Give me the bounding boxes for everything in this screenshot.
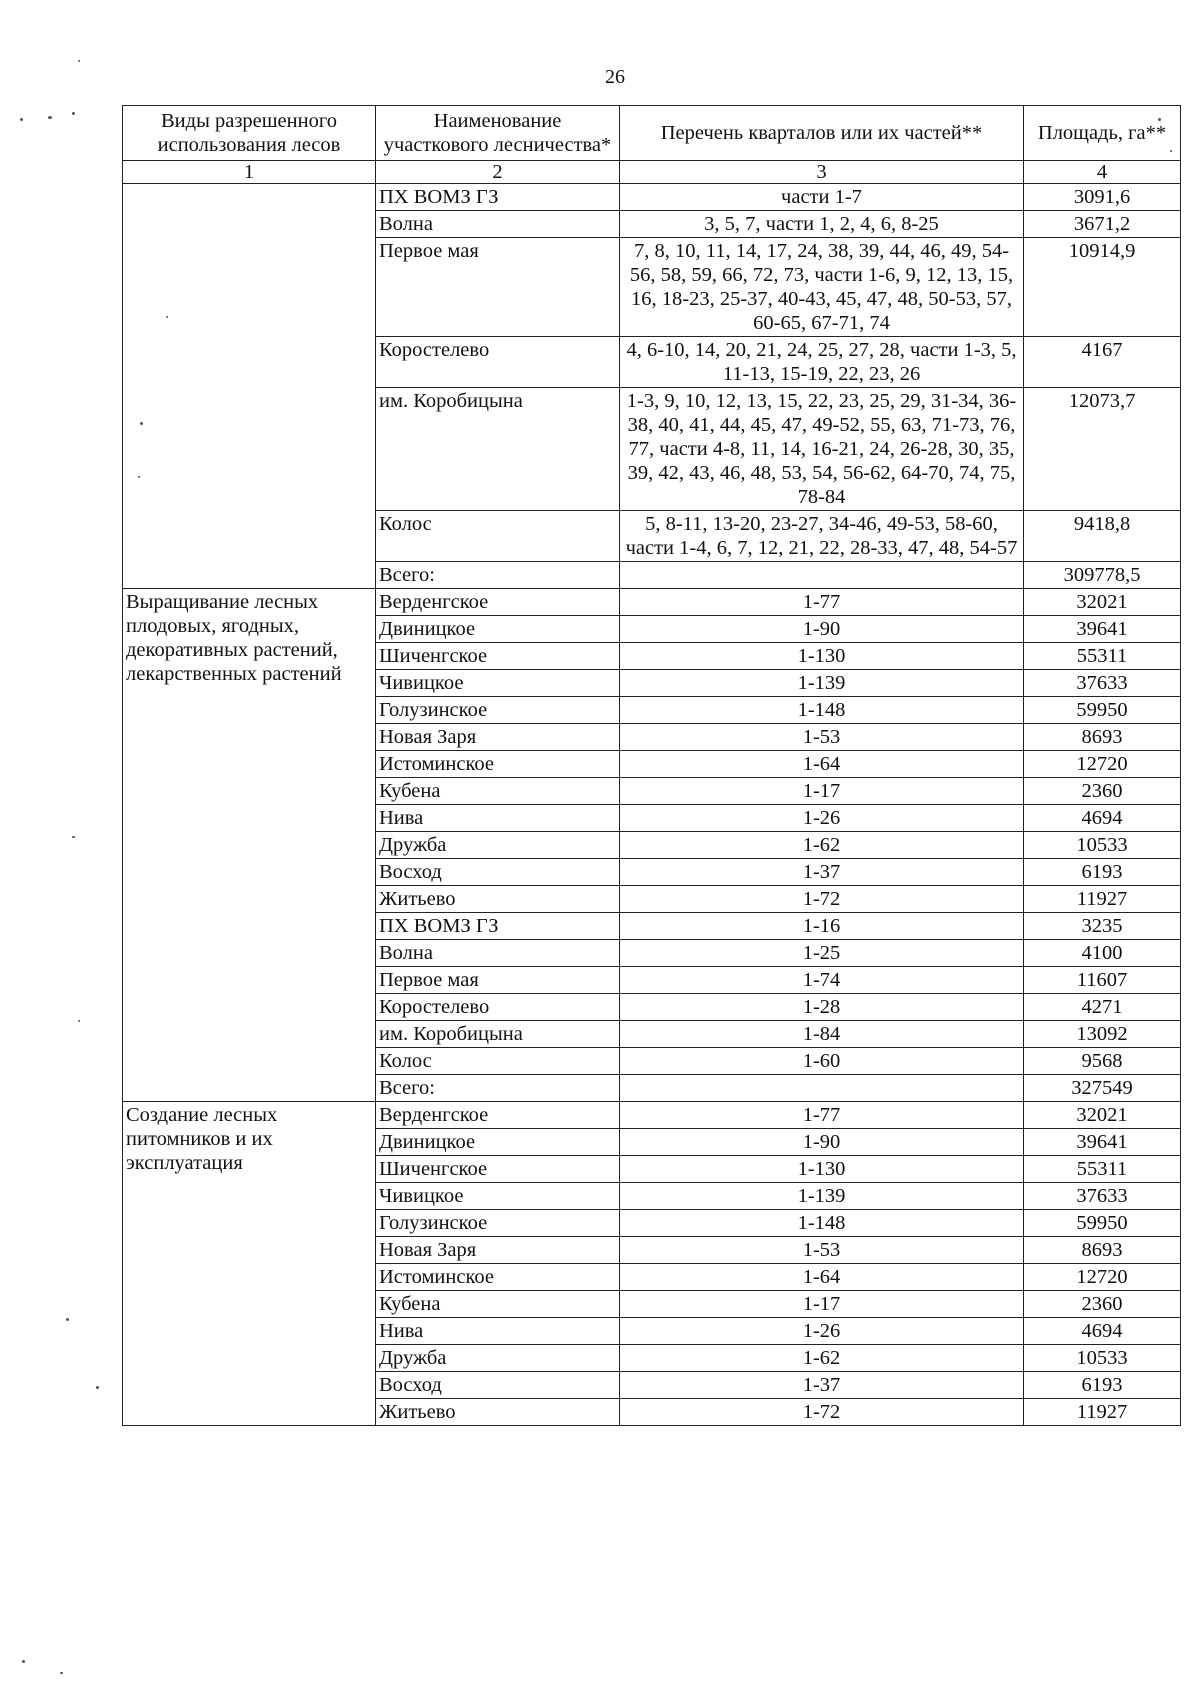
quarters-cell: 1-72	[620, 1399, 1024, 1426]
quarters-cell: 4, 6-10, 14, 20, 21, 24, 25, 27, 28, части 1-3, 5, 11-13, 15-19, 22, 23, 26	[620, 337, 1024, 388]
quarters-cell: 1-139	[620, 1183, 1024, 1210]
forestry-name-cell: Дружба	[376, 832, 620, 859]
quarters-cell: 1-64	[620, 1264, 1024, 1291]
scan-speck	[72, 112, 75, 115]
scan-speck	[22, 1660, 25, 1663]
forestry-name-cell: Новая Заря	[376, 724, 620, 751]
scan-speck	[1170, 150, 1172, 152]
area-cell: 4100	[1024, 940, 1181, 967]
scan-speck	[66, 1318, 69, 1321]
area-cell: 13092	[1024, 1021, 1181, 1048]
scan-speck	[140, 422, 143, 425]
quarters-cell: 1-26	[620, 805, 1024, 832]
header-quarters: Перечень кварталов или их частей**	[620, 106, 1024, 161]
forestry-name-cell: Шиченгское	[376, 643, 620, 670]
forestry-name-cell: Восход	[376, 859, 620, 886]
quarters-cell: 1-17	[620, 1291, 1024, 1318]
table-body	[123, 184, 1181, 1426]
quarters-cell: 1-90	[620, 616, 1024, 643]
quarters-cell: части 1-7	[620, 184, 1024, 211]
header-num-4: 4	[1024, 161, 1181, 184]
scan-speck	[78, 1020, 80, 1022]
quarters-cell: 1-17	[620, 778, 1024, 805]
table-header	[123, 106, 1181, 184]
scan-speck	[20, 118, 23, 121]
forestry-name-cell: Истоминское	[376, 751, 620, 778]
quarters-cell: 1-130	[620, 643, 1024, 670]
area-cell: 12720	[1024, 751, 1181, 778]
scan-speck	[96, 1386, 99, 1389]
forestry-name-cell: Новая Заря	[376, 1237, 620, 1264]
quarters-cell: 5, 8-11, 13-20, 23-27, 34-46, 49-53, 58-60, части 1-4, 6, 7, 12, 21, 22, 28-33, 47, 48, 54-57	[620, 511, 1024, 562]
area-cell: 12073,7	[1024, 388, 1181, 511]
quarters-cell: 1-53	[620, 724, 1024, 751]
table-row	[123, 589, 1181, 616]
forestry-name-cell: Нива	[376, 1318, 620, 1345]
header-area: Площадь, га**	[1024, 106, 1181, 161]
use-kind-cell	[123, 184, 376, 589]
quarters-cell	[620, 562, 1024, 589]
forestry-name-cell: Колос	[376, 1048, 620, 1075]
area-cell: 37633	[1024, 1183, 1181, 1210]
forestry-name-cell: Житьево	[376, 886, 620, 913]
area-cell: 10914,9	[1024, 238, 1181, 337]
area-cell: 59950	[1024, 697, 1181, 724]
forestry-name-cell: Двиницкое	[376, 616, 620, 643]
forestry-name-cell: Нива	[376, 805, 620, 832]
forestry-name-cell: Верденгское	[376, 1102, 620, 1129]
quarters-cell: 1-28	[620, 994, 1024, 1021]
area-cell: 6193	[1024, 1372, 1181, 1399]
forestry-name-cell: Восход	[376, 1372, 620, 1399]
quarters-cell: 1-148	[620, 697, 1024, 724]
scan-speck	[1158, 118, 1161, 121]
header-num-3: 3	[620, 161, 1024, 184]
quarters-cell: 1-62	[620, 1345, 1024, 1372]
quarters-cell: 1-64	[620, 751, 1024, 778]
quarters-cell: 1-37	[620, 1372, 1024, 1399]
quarters-cell: 1-72	[620, 886, 1024, 913]
area-cell: 37633	[1024, 670, 1181, 697]
forestry-name-cell: Кубена	[376, 778, 620, 805]
quarters-cell: 7, 8, 10, 11, 14, 17, 24, 38, 39, 44, 46, 49, 54-56, 58, 59, 66, 72, 73, части 1-6, 9, 12, 13, 15, 16, 18-23, 25-37, 40-43, 45, 47, 48, 50-53, 57, 60-65, 67-71, 74	[620, 238, 1024, 337]
forestry-name-cell: Всего:	[376, 562, 620, 589]
forestry-name-cell: Первое мая	[376, 967, 620, 994]
area-cell: 32021	[1024, 589, 1181, 616]
area-cell: 39641	[1024, 1129, 1181, 1156]
area-cell: 59950	[1024, 1210, 1181, 1237]
quarters-cell: 1-53	[620, 1237, 1024, 1264]
header-num-2: 2	[376, 161, 620, 184]
area-cell: 55311	[1024, 643, 1181, 670]
quarters-cell: 1-60	[620, 1048, 1024, 1075]
scan-speck	[166, 316, 168, 318]
area-cell: 11607	[1024, 967, 1181, 994]
area-cell: 10533	[1024, 832, 1181, 859]
forestry-name-cell: Чивицкое	[376, 670, 620, 697]
area-cell: 8693	[1024, 724, 1181, 751]
area-cell: 3091,6	[1024, 184, 1181, 211]
forestry-name-cell: Голузинское	[376, 697, 620, 724]
scan-speck	[48, 116, 52, 119]
area-cell: 11927	[1024, 886, 1181, 913]
area-cell: 11927	[1024, 1399, 1181, 1426]
area-cell: 2360	[1024, 778, 1181, 805]
header-forestry: Наименование участкового лесничества*	[376, 106, 620, 161]
area-cell: 6193	[1024, 859, 1181, 886]
quarters-cell: 1-148	[620, 1210, 1024, 1237]
area-cell: 9418,8	[1024, 511, 1181, 562]
page-number: 26	[605, 66, 625, 88]
forestry-name-cell: Первое мая	[376, 238, 620, 337]
quarters-cell: 1-26	[620, 1318, 1024, 1345]
quarters-cell: 1-139	[620, 670, 1024, 697]
use-kind-cell: Создание лесных питомников и их эксплуатация	[123, 1102, 376, 1426]
area-cell: 2360	[1024, 1291, 1181, 1318]
forestry-name-cell: Кубена	[376, 1291, 620, 1318]
area-cell: 3671,2	[1024, 211, 1181, 238]
forestry-name-cell: Коростелево	[376, 337, 620, 388]
forestry-name-cell: Всего:	[376, 1075, 620, 1102]
forestry-name-cell: Колос	[376, 511, 620, 562]
forestry-name-cell: ПХ ВОМЗ ГЗ	[376, 913, 620, 940]
quarters-cell: 1-130	[620, 1156, 1024, 1183]
area-cell: 9568	[1024, 1048, 1181, 1075]
area-cell: 4167	[1024, 337, 1181, 388]
forestry-name-cell: Чивицкое	[376, 1183, 620, 1210]
forestry-name-cell: им. Коробицына	[376, 388, 620, 511]
scan-speck	[78, 60, 80, 62]
quarters-cell: 1-25	[620, 940, 1024, 967]
area-cell: 39641	[1024, 616, 1181, 643]
forestry-name-cell: Дружба	[376, 1345, 620, 1372]
header-kind: Виды разрешенного использования лесов	[123, 106, 376, 161]
quarters-cell: 1-77	[620, 589, 1024, 616]
forestry-name-cell: Коростелево	[376, 994, 620, 1021]
area-cell: 309778,5	[1024, 562, 1181, 589]
quarters-cell	[620, 1075, 1024, 1102]
area-cell: 12720	[1024, 1264, 1181, 1291]
forestry-name-cell: Волна	[376, 940, 620, 967]
quarters-cell: 1-74	[620, 967, 1024, 994]
table-row	[123, 184, 1181, 211]
quarters-cell: 1-3, 9, 10, 12, 13, 15, 22, 23, 25, 29, 31-34, 36-38, 40, 41, 44, 45, 47, 49-52, 55, 63, 71-73, 76, 77, части 4-8, 11, 14, 16-21, 24, 26-28, 30, 35, 39, 42, 43, 46, 48, 53, 54, 56-62, 64-70, 74, 75, 78-84	[620, 388, 1024, 511]
forestry-name-cell: Двиницкое	[376, 1129, 620, 1156]
forestry-name-cell: Верденгское	[376, 589, 620, 616]
table-row	[123, 1102, 1181, 1129]
forestry-name-cell: Волна	[376, 211, 620, 238]
quarters-cell: 1-90	[620, 1129, 1024, 1156]
area-cell: 55311	[1024, 1156, 1181, 1183]
forestry-name-cell: ПХ ВОМЗ ГЗ	[376, 184, 620, 211]
forestry-name-cell: им. Коробицына	[376, 1021, 620, 1048]
forestry-name-cell: Шиченгское	[376, 1156, 620, 1183]
area-cell: 3235	[1024, 913, 1181, 940]
quarters-cell: 1-62	[620, 832, 1024, 859]
forestry-name-cell: Житьево	[376, 1399, 620, 1426]
quarters-cell: 3, 5, 7, части 1, 2, 4, 6, 8-25	[620, 211, 1024, 238]
quarters-cell: 1-84	[620, 1021, 1024, 1048]
area-cell: 4694	[1024, 1318, 1181, 1345]
forest-use-table	[122, 105, 1181, 1426]
header-num-1: 1	[123, 161, 376, 184]
area-cell: 8693	[1024, 1237, 1181, 1264]
quarters-cell: 1-37	[620, 859, 1024, 886]
forestry-name-cell: Истоминское	[376, 1264, 620, 1291]
quarters-cell: 1-77	[620, 1102, 1024, 1129]
quarters-cell: 1-16	[620, 913, 1024, 940]
forestry-name-cell: Голузинское	[376, 1210, 620, 1237]
area-cell: 32021	[1024, 1102, 1181, 1129]
area-cell: 327549	[1024, 1075, 1181, 1102]
area-cell: 4694	[1024, 805, 1181, 832]
scan-speck	[138, 476, 140, 478]
scan-speck	[60, 1672, 63, 1674]
scan-speck	[72, 836, 75, 838]
use-kind-cell: Выращивание лесных плодовых, ягодных, декоративных растений, лекарственных растений	[123, 589, 376, 1102]
area-cell: 10533	[1024, 1345, 1181, 1372]
area-cell: 4271	[1024, 994, 1181, 1021]
